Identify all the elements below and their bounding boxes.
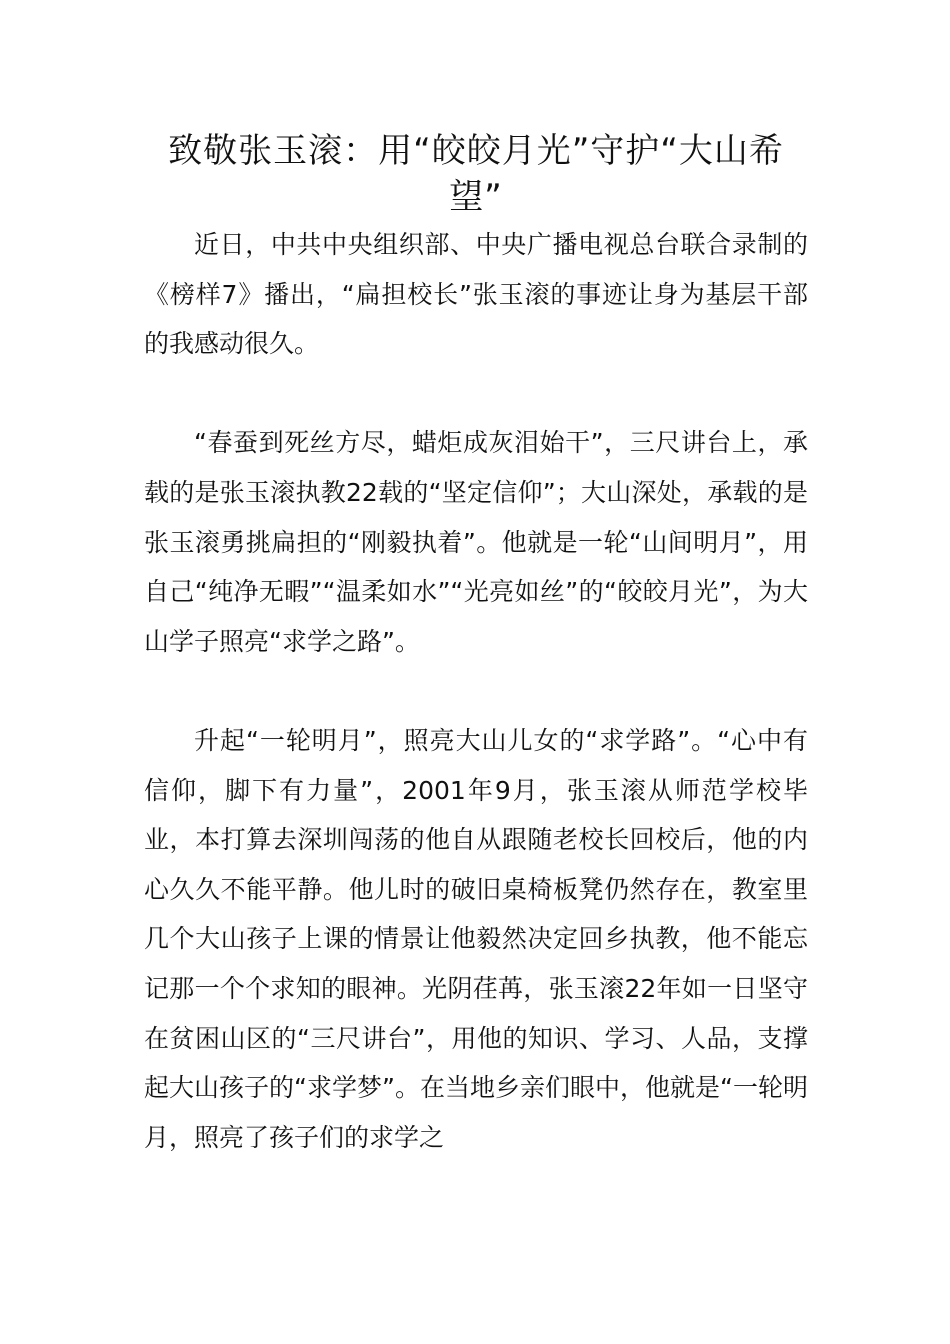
paragraph-quote: “春蚕到死丝方尽，蜡炬成灰泪始干”，三尺讲台上，承载的是张玉滚执教22载的“坚定信仰”；大山深处，承载的是张玉滚勇挑扁担的“刚毅执着”。他就是一轮“山间明月”，用自己“纯净无暇”“温柔如水”“光亮如丝”的“皎皎月光”，为大山学子照亮“求学之路”。 [144, 428, 808, 656]
paragraph-intro: 近日，中共中央组织部、中央广播电视总台联合录制的《榜样7》播出，“扁担校长”张玉滚的事迹让身为基层干部的我感动很久。 [144, 230, 808, 359]
paragraph-gap [144, 369, 808, 419]
document-body [144, 128, 808, 1162]
document-title: 致敬张玉滚：用“皎皎月光”守护“大山希望” [168, 131, 784, 217]
paragraph-story: 升起“一轮明月”，照亮大山儿女的“求学路”。“心中有信仰，脚下有力量”，2001年9月，张玉滚从师范学校毕业，本打算去深圳闯荡的他自从跟随老校长回校后，他的内心久久不能平静。他儿时的破旧桌椅板凳仍然存在，教室里几个大山孩子上课的情景让他毅然决定回乡执教，他不能忘记那一个个求知的眼神。光阴荏苒，张玉滚22年如一日坚守在贫困山区的“三尺讲台”，用他的知识、学习、人品，支撑起大山孩子的“求学梦”。在当地乡亲们眼中，他就是“一轮明月，照亮了孩子们的求学之 [144, 725, 808, 1152]
paragraph-gap [144, 666, 808, 716]
